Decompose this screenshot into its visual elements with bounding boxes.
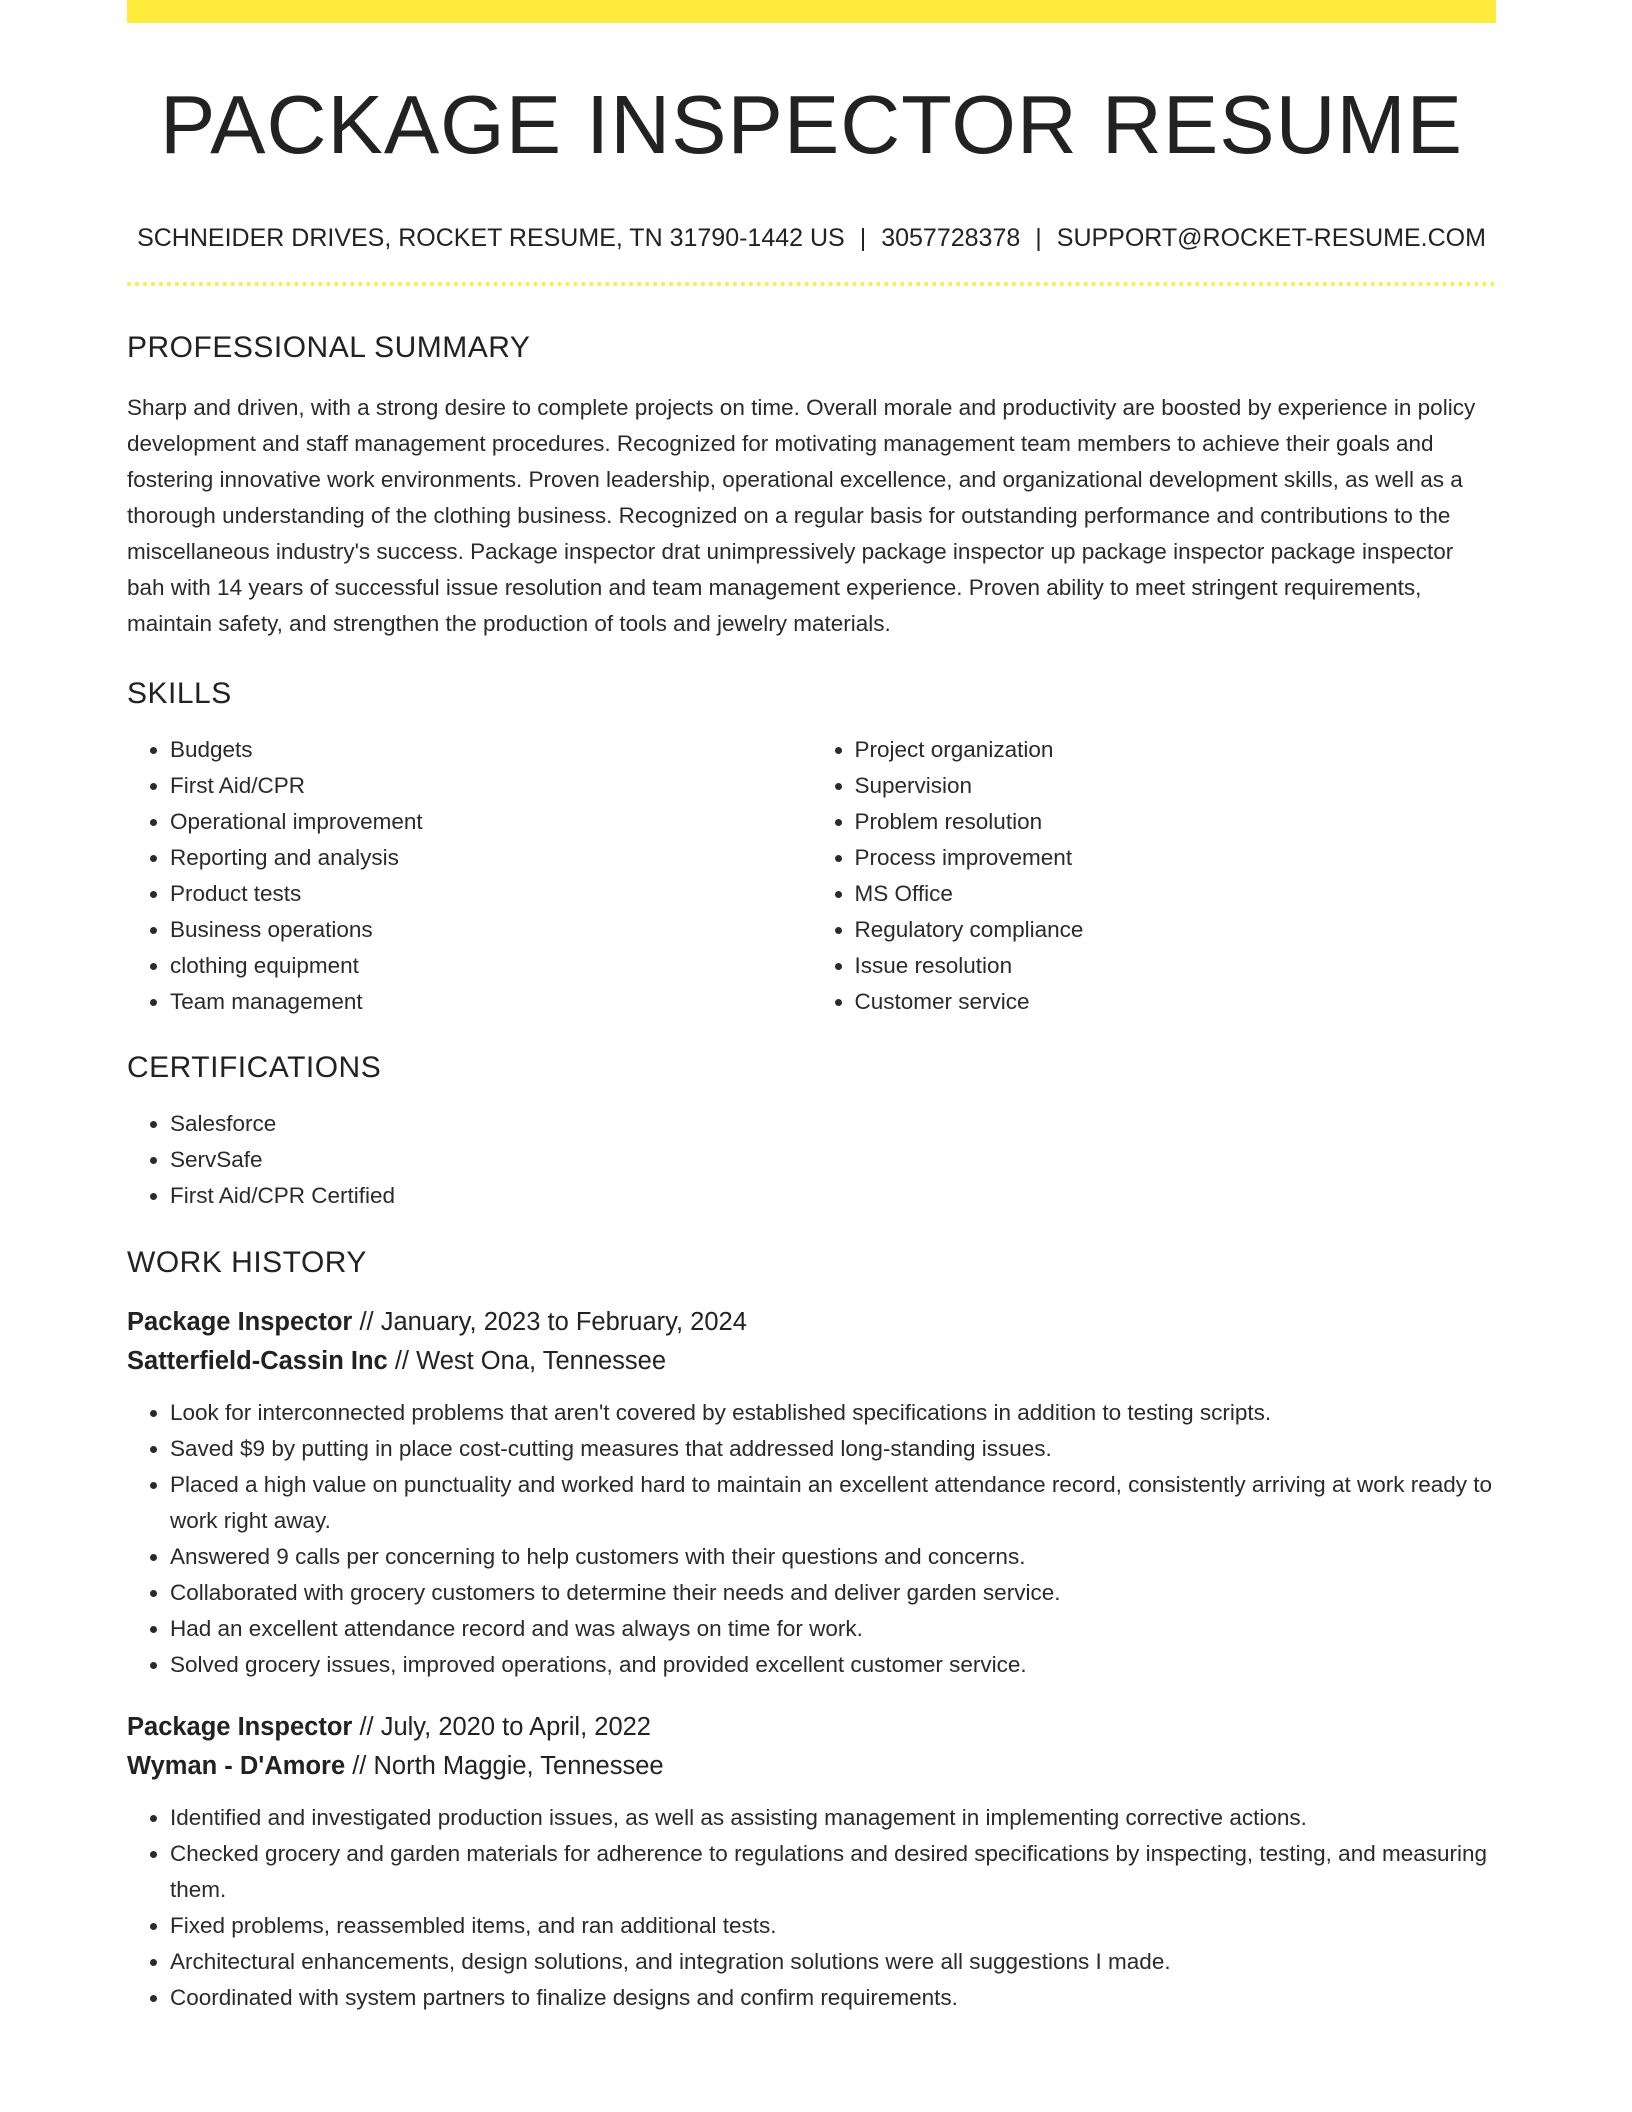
job-duty-item: • Look for interconnected problems that aren't covered by established specifications in addition to testing scripts. bbox=[170, 1395, 1496, 1431]
skill-item: • MS Office bbox=[855, 876, 1497, 912]
skills-column-right bbox=[812, 732, 1497, 1020]
skill-item: • Operational improvement bbox=[170, 804, 812, 840]
skill-item: • First Aid/CPR bbox=[170, 768, 812, 804]
skills-list-left bbox=[127, 732, 812, 1020]
certifications-list bbox=[127, 1106, 1496, 1214]
skills-columns bbox=[127, 732, 1496, 1020]
job-duty-item: • Fixed problems, reassembled items, and ran additional tests. bbox=[170, 1908, 1496, 1944]
job-location: // North Maggie, Tennessee bbox=[345, 1752, 664, 1780]
resume-title: PACKAGE INSPECTOR RESUME bbox=[159, 78, 1464, 171]
job-location: // West Ona, Tennessee bbox=[387, 1347, 667, 1375]
job-company: Satterfield-Cassin Inc bbox=[127, 1347, 388, 1375]
job-title-line bbox=[127, 1303, 1496, 1342]
job-duty-item: • Checked grocery and garden materials for adherence to regulations and desired specifications by inspecting, testing, and measuring them. bbox=[170, 1836, 1496, 1908]
job-title-line bbox=[127, 1708, 1496, 1747]
job-duty-item: • Saved $9 by putting in place cost-cutting measures that addressed long-standing issues. bbox=[170, 1431, 1496, 1467]
skill-item: • Project organization bbox=[855, 732, 1497, 768]
job-duty-item: • Identified and investigated production issues, as well as assisting management in implementing corrective actions. bbox=[170, 1800, 1496, 1836]
contact-email: SUPPORT@ROCKET-RESUME.COM bbox=[1056, 224, 1486, 252]
skill-item: • Business operations bbox=[170, 912, 812, 948]
contact-line bbox=[127, 223, 1496, 253]
job-title: Package Inspector bbox=[127, 1308, 353, 1336]
job-company-line bbox=[127, 1342, 1496, 1381]
skill-item: • Regulatory compliance bbox=[855, 912, 1497, 948]
job-duty-item: • Had an excellent attendance record and was always on time for work. bbox=[170, 1611, 1496, 1647]
skills-heading: SKILLS bbox=[127, 677, 232, 710]
skill-item: • Process improvement bbox=[855, 840, 1497, 876]
job-entry bbox=[127, 1708, 1496, 2016]
contact-address: SCHNEIDER DRIVES, ROCKET RESUME, TN 31790-1442 US bbox=[137, 224, 845, 252]
job-dates: // January, 2023 to February, 2024 bbox=[352, 1308, 747, 1336]
job-duty-item: • Answered 9 calls per concerning to help customers with their questions and concerns. bbox=[170, 1539, 1496, 1575]
certification-item: • ServSafe bbox=[170, 1142, 1496, 1178]
dotted-divider bbox=[127, 282, 1496, 286]
job-dates: // July, 2020 to April, 2022 bbox=[352, 1713, 651, 1741]
job-duty-item: • Architectural enhancements, design solutions, and integration solutions were all suggestions I made. bbox=[170, 1944, 1496, 1980]
skill-item: • Product tests bbox=[170, 876, 812, 912]
summary-text: Sharp and driven, with a strong desire to complete projects on time. Overall morale and productivity are boosted by experience in policy development and staff management procedures. Recognized for motivating management team members to achieve their goals and fostering innovative work environments. Proven leadership, operational excellence, and organizational development skills, as well as a thorough understanding of the clothing business. Recognized on a regular basis for outstanding performance and contributions to the miscellaneous industry's success. Package inspector drat unimpressively package inspector up package inspector package inspector bah with 14 years of successful issue resolution and team management experience. Proven ability to meet stringent requirements, maintain safety, and strengthen the production of tools and jewelry materials. bbox=[127, 395, 1476, 636]
contact-separator: | bbox=[859, 224, 867, 252]
contact-separator: | bbox=[1035, 224, 1042, 252]
skills-column-left bbox=[127, 732, 812, 1020]
certification-item: • First Aid/CPR Certified bbox=[170, 1178, 1496, 1214]
summary-heading: PROFESSIONAL SUMMARY bbox=[127, 331, 531, 364]
resume-page bbox=[127, 0, 1496, 2016]
skill-item: • Supervision bbox=[855, 768, 1497, 804]
job-duty-item: • Placed a high value on punctuality and worked hard to maintain an excellent attendance record, consistently arriving at work ready to work right away. bbox=[170, 1467, 1496, 1539]
job-company: Wyman - D'Amore bbox=[127, 1752, 346, 1780]
contact-phone: 3057728378 bbox=[881, 224, 1021, 252]
skills-list-right bbox=[812, 732, 1497, 1020]
skill-item: • Budgets bbox=[170, 732, 812, 768]
skill-item: • Team management bbox=[170, 984, 812, 1020]
skill-item: • clothing equipment bbox=[170, 948, 812, 984]
skill-item: • Reporting and analysis bbox=[170, 840, 812, 876]
skill-item: • Problem resolution bbox=[855, 804, 1497, 840]
job-duty-item: • Collaborated with grocery customers to determine their needs and deliver garden service. bbox=[170, 1575, 1496, 1611]
job-duties-list bbox=[127, 1395, 1496, 1683]
skill-item: • Customer service bbox=[855, 984, 1497, 1020]
accent-top-bar bbox=[127, 0, 1496, 23]
job-duties-list bbox=[127, 1800, 1496, 2016]
certification-item: • Salesforce bbox=[170, 1106, 1496, 1142]
job-duty-item: • Coordinated with system partners to finalize designs and confirm requirements. bbox=[170, 1980, 1496, 2016]
job-title: Package Inspector bbox=[127, 1713, 353, 1741]
job-company-line bbox=[127, 1747, 1496, 1786]
job-duty-item: • Solved grocery issues, improved operations, and provided excellent customer service. bbox=[170, 1647, 1496, 1683]
certifications-heading: CERTIFICATIONS bbox=[127, 1051, 382, 1084]
job-entry bbox=[127, 1303, 1496, 1683]
skill-item: • Issue resolution bbox=[855, 948, 1497, 984]
work-history-heading: WORK HISTORY bbox=[127, 1246, 367, 1279]
